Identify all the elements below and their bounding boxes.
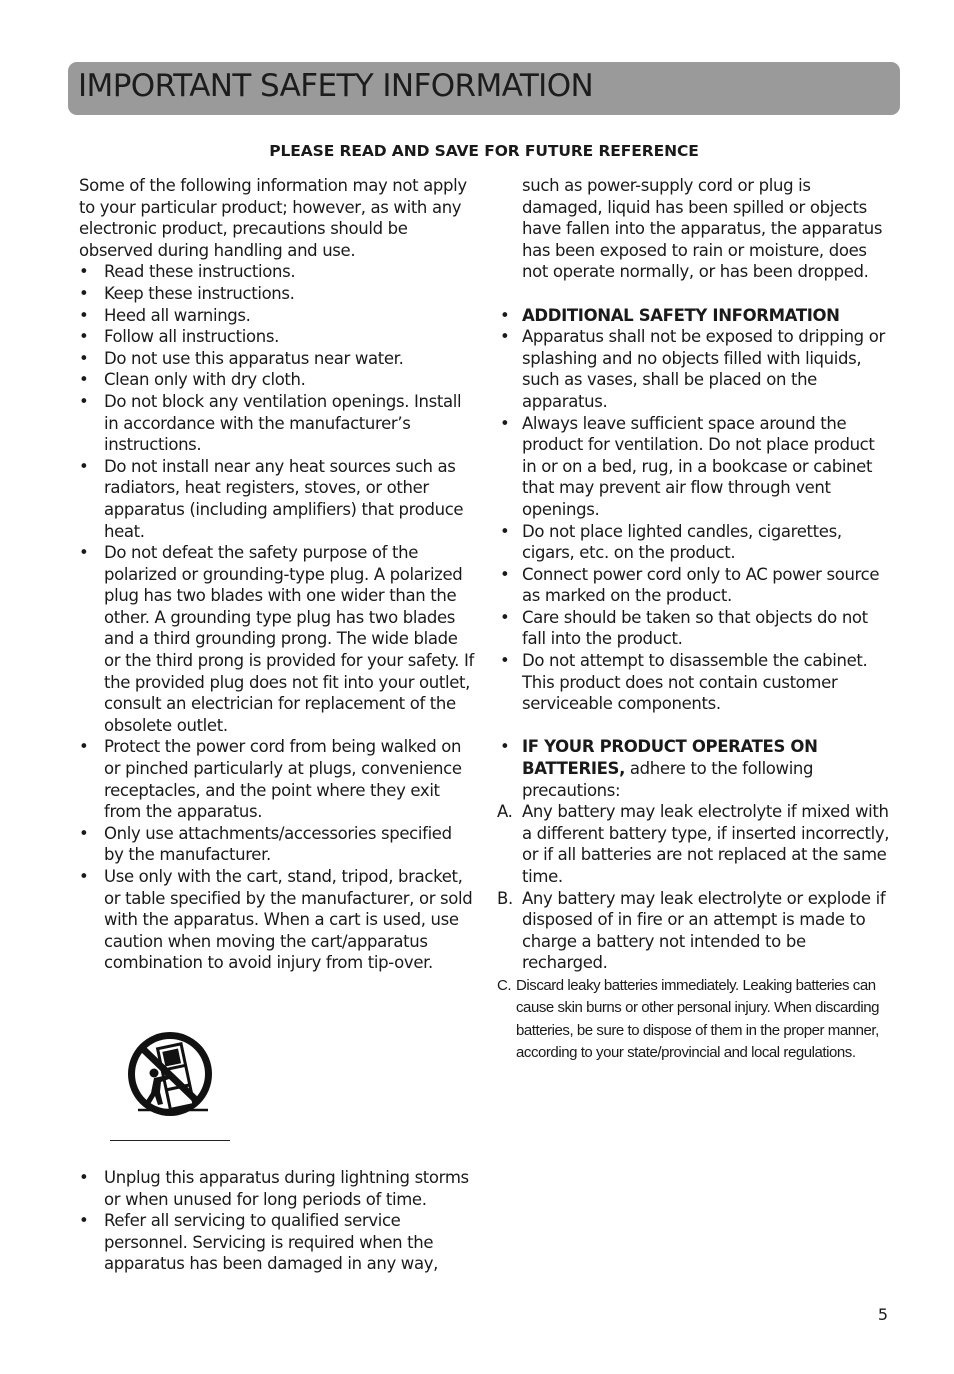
list-item: • Keep these instructions. <box>79 283 474 305</box>
left-column-bottom <box>79 1167 474 1275</box>
battery-heading: IF YOUR PRODUCT OPERATES ON BATTERIES, <box>522 737 818 779</box>
continued-paragraph: such as power-supply cord or plug is damaged, liquid has been spilled or objects have fallen into the apparatus, the apparatus has been exposed to rain or moisture, does not operate normally, or has been dropped. <box>522 176 883 282</box>
list-item: • Do not place lighted candles, cigarettes, cigars, etc. on the product. <box>497 521 892 564</box>
battery-section <box>497 736 892 801</box>
list-item-text: Any battery may leak electrolyte or explode if disposed of in fire or an attempt is made to charge a battery not intended to be recharged. <box>522 888 886 973</box>
list-item: • Do not block any ventilation openings. Install in accordance with the manufacturer’s instructions. <box>79 391 474 456</box>
list-marker: C. <box>497 976 512 994</box>
list-item: • Follow all instructions. <box>79 326 474 348</box>
title-banner <box>68 62 900 115</box>
list-item <box>497 888 892 974</box>
section-heading <box>497 305 892 327</box>
section-heading <box>497 736 892 801</box>
cart-tip-over-warning-icon <box>124 1030 216 1120</box>
right-column <box>497 175 892 1065</box>
list-item-text: Discard leaky batteries immediately. Leaking batteries can cause skin burns or other personal injury. When discarding batteries, be sure to dispose of them in the proper manner, according to your state/provincial and local regulations. <box>516 976 879 1062</box>
list-item: • Heed all warnings. <box>79 305 474 327</box>
list-item: • Do not defeat the safety purpose of the polarized or grounding-type plug. A polarized plug has two blades with one wider than the other. A grounding type plug has two blades and a third grounding prong. The wide blade or the third prong is provided for your safety. If the provided plug does not fit into your outlet, consult an electrician for replacement of the obsolete outlet. <box>79 542 474 736</box>
list-item <box>497 975 892 1065</box>
subtitle: PLEASE READ AND SAVE FOR FUTURE REFERENCE <box>269 142 699 160</box>
list-item <box>497 801 892 887</box>
list-item: • Refer all servicing to qualified service personnel. Servicing is required when the apparatus has been damaged in any way, <box>79 1210 474 1275</box>
list-item: • Care should be taken so that objects do not fall into the product. <box>497 607 892 650</box>
intro-paragraph: Some of the following information may not apply to your particular product; however, as with any electronic product, precautions should be observed during handling and use. <box>79 176 467 260</box>
page-title: IMPORTANT SAFETY INFORMATION <box>78 68 594 104</box>
list-item: • Connect power cord only to AC power source as marked on the product. <box>497 564 892 607</box>
list-item: • Clean only with dry cloth. <box>79 369 474 391</box>
left-column <box>79 175 474 974</box>
list-marker: B. <box>497 888 513 908</box>
instructions-list <box>79 261 474 974</box>
list-marker: A. <box>497 802 513 822</box>
divider <box>110 1140 230 1141</box>
page-number: 5 <box>877 1305 888 1324</box>
list-item: • Apparatus shall not be exposed to dripping or splashing and no objects filled with liquids, such as vases, shall be placed on the apparatus. <box>497 326 892 412</box>
list-item: • Always leave sufficient space around the product for ventilation. Do not place product in or on a bed, rug, in a bookcase or cabinet that may prevent air flow through vent openings. <box>497 413 892 521</box>
list-item: • Read these instructions. <box>79 261 474 283</box>
list-item-text: Any battery may leak electrolyte if mixed with a different battery type, if inserted incorrectly, or if all batteries are not replaced at the same time. <box>522 802 890 886</box>
additional-safety-section <box>497 305 892 715</box>
additional-safety-heading: ADDITIONAL SAFETY INFORMATION <box>522 305 840 325</box>
battery-heading-rest: adhere to the following precautions: <box>522 759 814 800</box>
list-item: • Use only with the cart, stand, tripod, bracket, or table specified by the manufacturer, or sold with the apparatus. When a cart is used, use caution when moving the cart/apparatus combination to avoid injury from tip-over. <box>79 866 474 974</box>
battery-precautions-list <box>497 801 892 974</box>
list-item: • Do not attempt to disassemble the cabinet. This product does not contain customer serviceable components. <box>497 650 892 715</box>
list-item: • Do not install near any heat sources such as radiators, heat registers, stoves, or other apparatus (including amplifiers) that produce heat. <box>79 456 474 542</box>
instructions-list-continued <box>79 1167 474 1275</box>
list-item: • Protect the power cord from being walked on or pinched particularly at plugs, convenience receptacles, and the point where they exit from the apparatus. <box>79 736 474 822</box>
list-item: • Only use attachments/accessories specified by the manufacturer. <box>79 823 474 866</box>
list-item: • Unplug this apparatus during lightning storms or when unused for long periods of time. <box>79 1167 474 1210</box>
list-item: • Do not use this apparatus near water. <box>79 348 474 370</box>
